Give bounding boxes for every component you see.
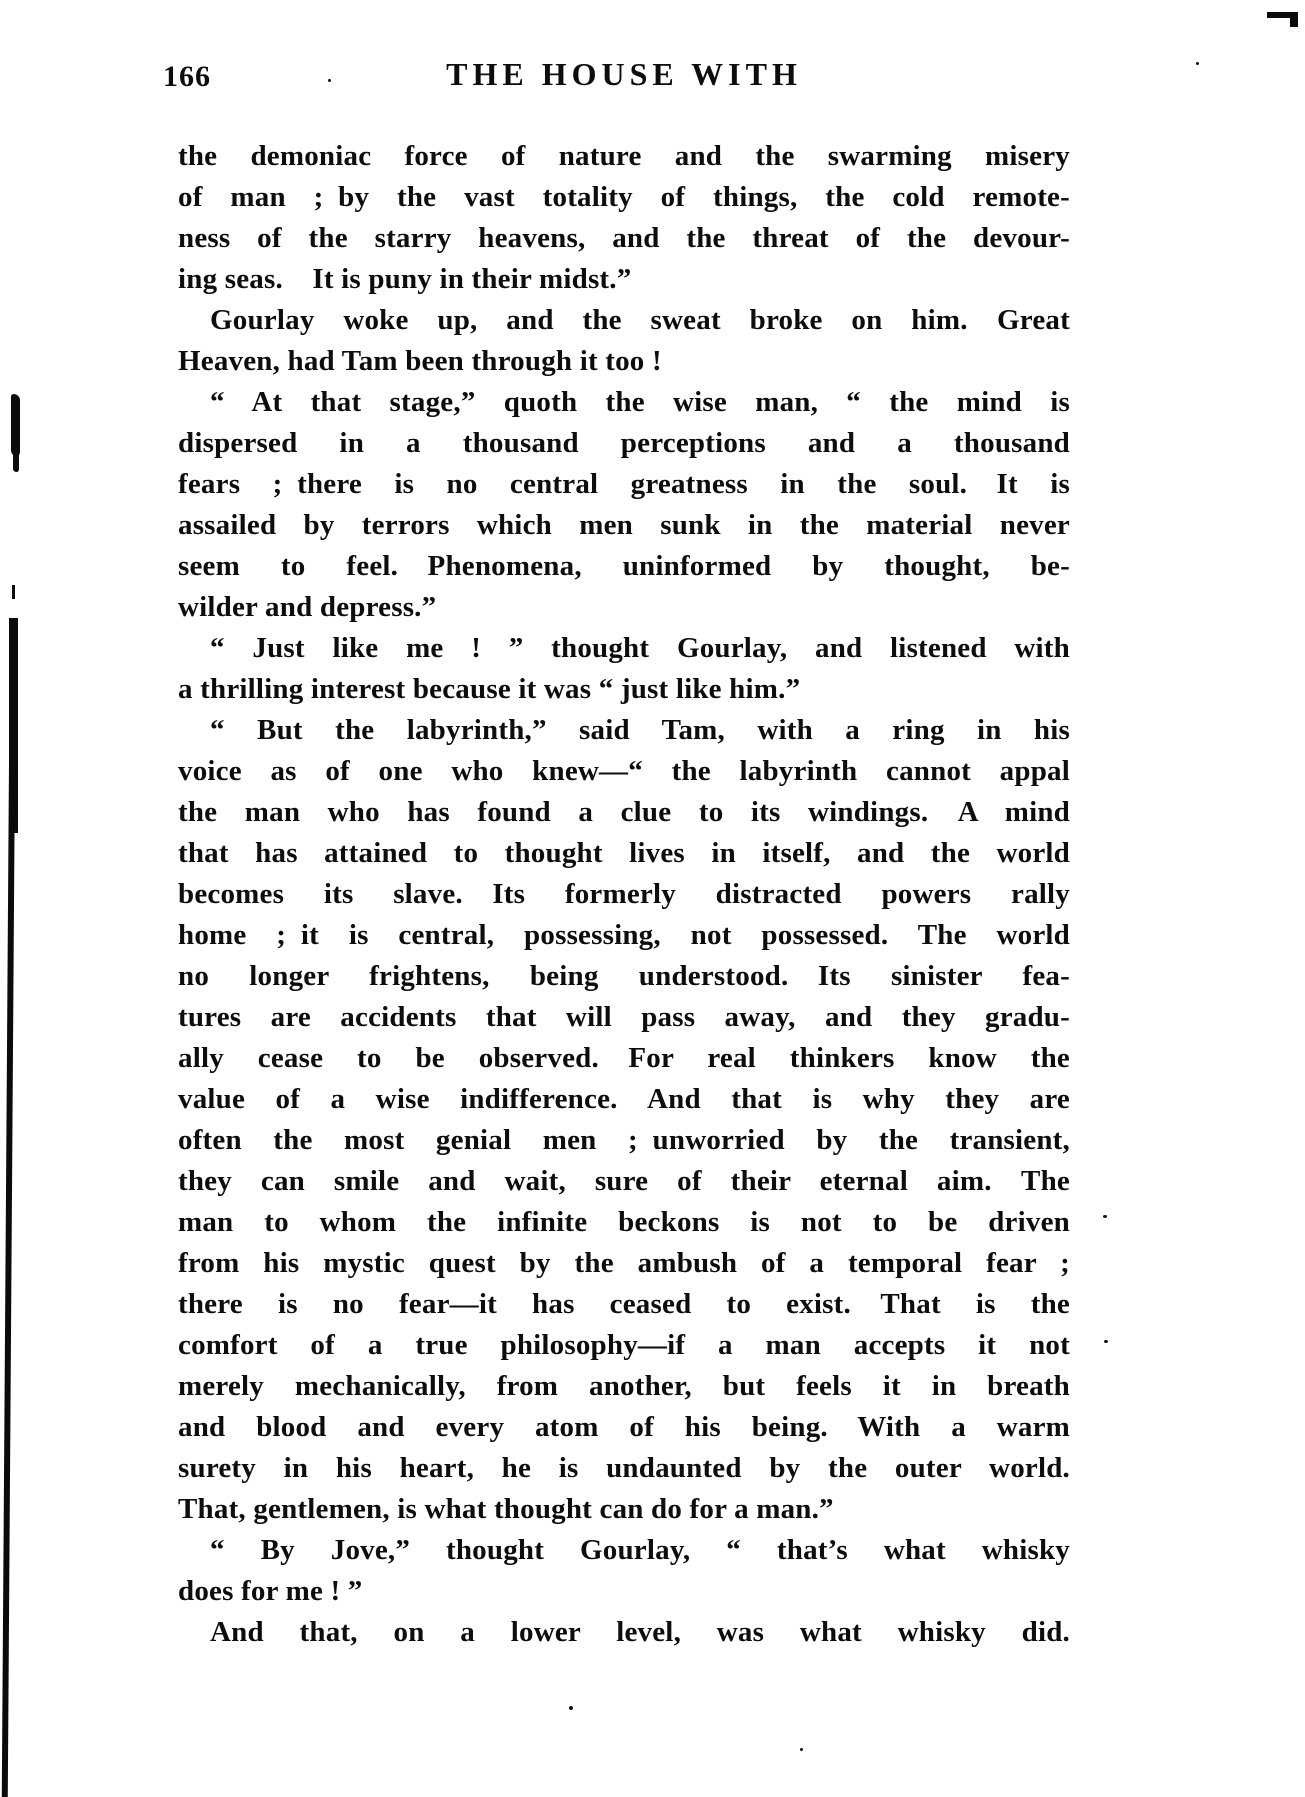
text-line: That, gentlemen, is what thought can do for a man.”	[178, 1493, 834, 1525]
paragraph	[178, 382, 1070, 628]
text-line: they can smile and wait, sure of their eternal aim. The	[178, 1165, 1070, 1197]
text-line: home ; it is central, possessing, not possessed. The world	[178, 919, 1070, 951]
text-line: no longer frightens, being understood. Its sinister fea-	[178, 960, 1070, 992]
text-line: “ By Jove,” thought Gourlay, “ that’s what whisky	[210, 1534, 1070, 1566]
text-line: Heaven, had Tam been through it too !	[178, 345, 662, 377]
text-line: does for me ! ”	[178, 1575, 363, 1607]
text-line: ing seas. It is puny in their midst.”	[178, 263, 632, 295]
paragraph	[178, 710, 1070, 1530]
paragraph	[178, 1530, 1070, 1612]
scan-artifact-margin-tick	[12, 585, 15, 599]
text-line: Gourlay woke up, and the sweat broke on him. Great	[210, 304, 1070, 336]
text-line: man to whom the infinite beckons is not to be driven	[178, 1206, 1070, 1238]
text-line: comfort of a true philosophy—if a man accepts it not	[178, 1329, 1070, 1361]
scan-artifact-gutter-shadow	[2, 618, 16, 1797]
paragraph	[178, 628, 1070, 710]
paragraph	[178, 1612, 1070, 1653]
text-line: voice as of one who knew—“ the labyrinth cannot appal	[178, 755, 1070, 787]
scan-artifact-margin-blotch	[11, 394, 20, 456]
scan-artifact-speck	[1104, 1340, 1108, 1343]
text-line: value of a wise indifference. And that is why they are	[178, 1083, 1070, 1115]
text-line: the demoniac force of nature and the swarming misery	[178, 140, 1070, 172]
text-line: there is no fear—it has ceased to exist. That is the	[178, 1288, 1070, 1320]
text-line: and blood and every atom of his being. With a warm	[178, 1411, 1070, 1443]
text-line: the man who has found a clue to its windings. A mind	[178, 796, 1070, 828]
text-line: seem to feel. Phenomena, uninformed by thought, be-	[178, 550, 1070, 582]
page-number: 166	[163, 60, 211, 93]
text-line: tures are accidents that will pass away, and they gradu-	[178, 1001, 1070, 1033]
scan-artifact-speck	[569, 1706, 573, 1710]
text-line: of man ; by the vast totality of things, the cold remote-	[178, 181, 1070, 213]
scan-artifact-speck	[1196, 62, 1199, 65]
scan-artifact-corner-hook	[1290, 12, 1298, 27]
text-block	[178, 136, 1070, 1653]
text-line: that has attained to thought lives in itself, and the world	[178, 837, 1070, 869]
scan-artifact-margin-blotch	[13, 448, 19, 472]
scan-artifact-speck	[328, 79, 331, 82]
text-line: assailed by terrors which men sunk in the material never	[178, 509, 1070, 541]
scan-artifact-speck	[800, 1748, 803, 1751]
text-line: ness of the starry heavens, and the threat of the devour-	[178, 222, 1070, 254]
text-line: ally cease to be observed. For real thinkers know the	[178, 1042, 1070, 1074]
paragraph	[178, 136, 1070, 300]
text-line: surety in his heart, he is undaunted by the outer world.	[178, 1452, 1070, 1484]
text-line: becomes its slave. Its formerly distracted powers rally	[178, 878, 1070, 910]
text-line: dispersed in a thousand perceptions and a thousand	[178, 427, 1070, 459]
text-line: fears ; there is no central greatness in the soul. It is	[178, 468, 1070, 500]
text-line: from his mystic quest by the ambush of a temporal fear ;	[178, 1247, 1070, 1279]
text-line: a thrilling interest because it was “ just like him.”	[178, 673, 801, 705]
text-line: wilder and depress.”	[178, 591, 437, 623]
scan-artifact-speck	[1103, 1215, 1107, 1218]
paragraph	[178, 300, 1070, 382]
text-line: And that, on a lower level, was what whisky did.	[210, 1616, 1070, 1648]
text-line: “ Just like me ! ” thought Gourlay, and listened with	[210, 632, 1070, 664]
running-title: THE HOUSE WITH	[446, 56, 802, 92]
text-line: “ At that stage,” quoth the wise man, “ the mind is	[210, 386, 1070, 418]
text-line: “ But the labyrinth,” said Tam, with a ring in his	[210, 714, 1070, 746]
text-line: merely mechanically, from another, but feels it in breath	[178, 1370, 1070, 1402]
text-line: often the most genial men ; unworried by the transient,	[178, 1124, 1070, 1156]
